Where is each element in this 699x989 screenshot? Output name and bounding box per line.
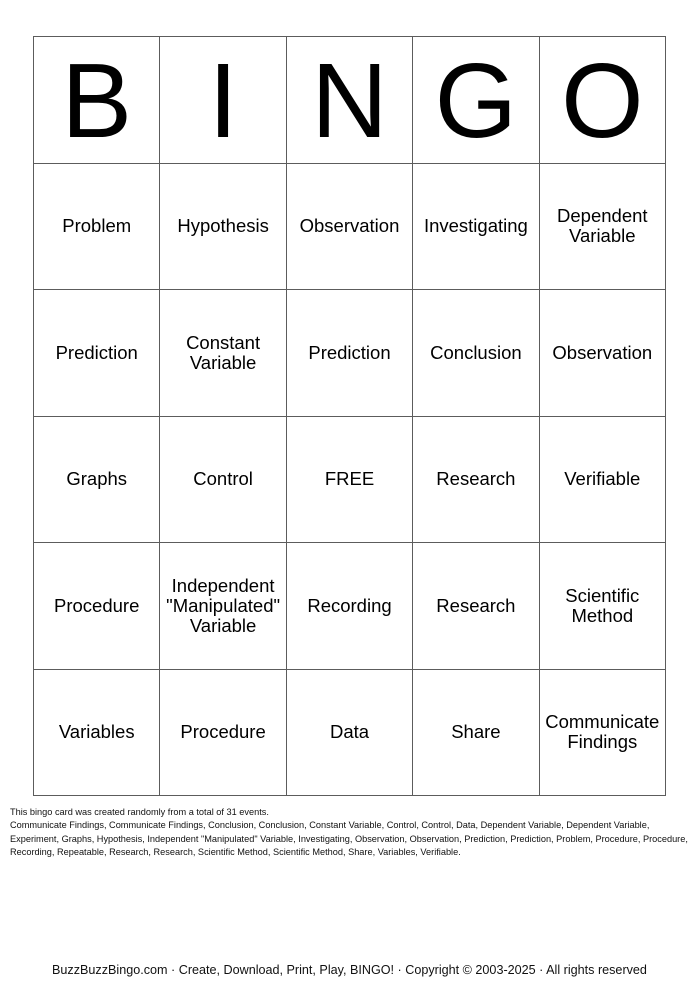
square-text: Constant (186, 331, 261, 353)
square-text: Findings (567, 731, 638, 753)
bingo-square (540, 417, 666, 544)
bingo-square (160, 670, 286, 797)
square-text: Hypothesis (177, 215, 269, 237)
bingo-card (33, 36, 666, 796)
square-text: Procedure (54, 594, 140, 616)
square-text: "Manipulated" (166, 594, 281, 616)
square-text: Research (436, 594, 516, 616)
bingo-square (413, 417, 539, 544)
bingo-square (160, 417, 286, 544)
bingo-square (34, 417, 160, 544)
square-text: Problem (62, 215, 132, 237)
square-text: Observation (299, 215, 400, 237)
bingo-square (34, 543, 160, 670)
bingo-square (540, 543, 666, 670)
header-letter-g: G (413, 37, 539, 164)
square-text: FREE (324, 468, 375, 490)
square-text: Variable (569, 225, 636, 247)
square-text: Conclusion (430, 341, 522, 363)
bingo-square (413, 164, 539, 291)
square-text: Graphs (66, 468, 128, 490)
bingo-square (413, 670, 539, 797)
events-description (10, 806, 690, 859)
square-text: Research (436, 468, 516, 490)
bingo-square (34, 290, 160, 417)
square-text: Share (451, 721, 501, 743)
bingo-square (160, 164, 286, 291)
bingo-square (413, 290, 539, 417)
square-text: Prediction (55, 341, 138, 363)
square-text: Method (571, 604, 634, 626)
events-intro: This bingo card was created randomly from a total of 31 events. (10, 807, 269, 817)
square-text: Variables (58, 721, 135, 743)
bingo-square (413, 543, 539, 670)
bingo-square (34, 670, 160, 797)
square-text: Verifiable (564, 468, 641, 490)
footer-copyright: BuzzBuzzBingo.com · Create, Download, Print, Play, BINGO! · Copyright © 2003-2025 · All rights reserved (52, 963, 647, 977)
bingo-square (287, 290, 413, 417)
header-letter-i: I (160, 37, 286, 164)
bingo-square (160, 543, 286, 670)
events-list: Communicate Findings, Communicate Findings, Conclusion, Conclusion, Constant Variable, Control, Control, Data, Dependent Variable, Dependent Variable, Experiment, Graphs, Hypothesis, Independent "Manipulated" Variable, Investigating, Observation, Observation, Prediction, Prediction, Problem, Procedure, Procedure, Recording, Repeatable, Research, Research, Scientific Method, Scientific Method, Share, Variables, Verifiable. (10, 820, 688, 857)
square-text: Dependent (557, 205, 648, 227)
square-text: Procedure (180, 721, 266, 743)
bingo-square (160, 290, 286, 417)
bingo-square (34, 164, 160, 291)
square-text: Control (193, 468, 253, 490)
free-square (287, 417, 413, 544)
square-text: Variable (189, 614, 257, 636)
bingo-square (540, 670, 666, 797)
header-letter-o: O (540, 37, 666, 164)
bingo-square (540, 164, 666, 291)
square-text: Scientific (565, 584, 640, 606)
square-text: Data (329, 721, 370, 743)
bingo-square (287, 164, 413, 291)
square-text: Recording (307, 594, 392, 616)
square-text: Communicate (545, 711, 660, 733)
bingo-square (287, 670, 413, 797)
square-text: Observation (552, 341, 653, 363)
square-text: Independent (171, 574, 275, 596)
bingo-square (287, 543, 413, 670)
square-text: Investigating (423, 215, 528, 237)
bingo-square (540, 290, 666, 417)
square-text: Variable (189, 351, 257, 373)
header-letter-n: N (287, 37, 413, 164)
square-text: Prediction (308, 341, 391, 363)
header-letter-b: B (34, 37, 160, 164)
